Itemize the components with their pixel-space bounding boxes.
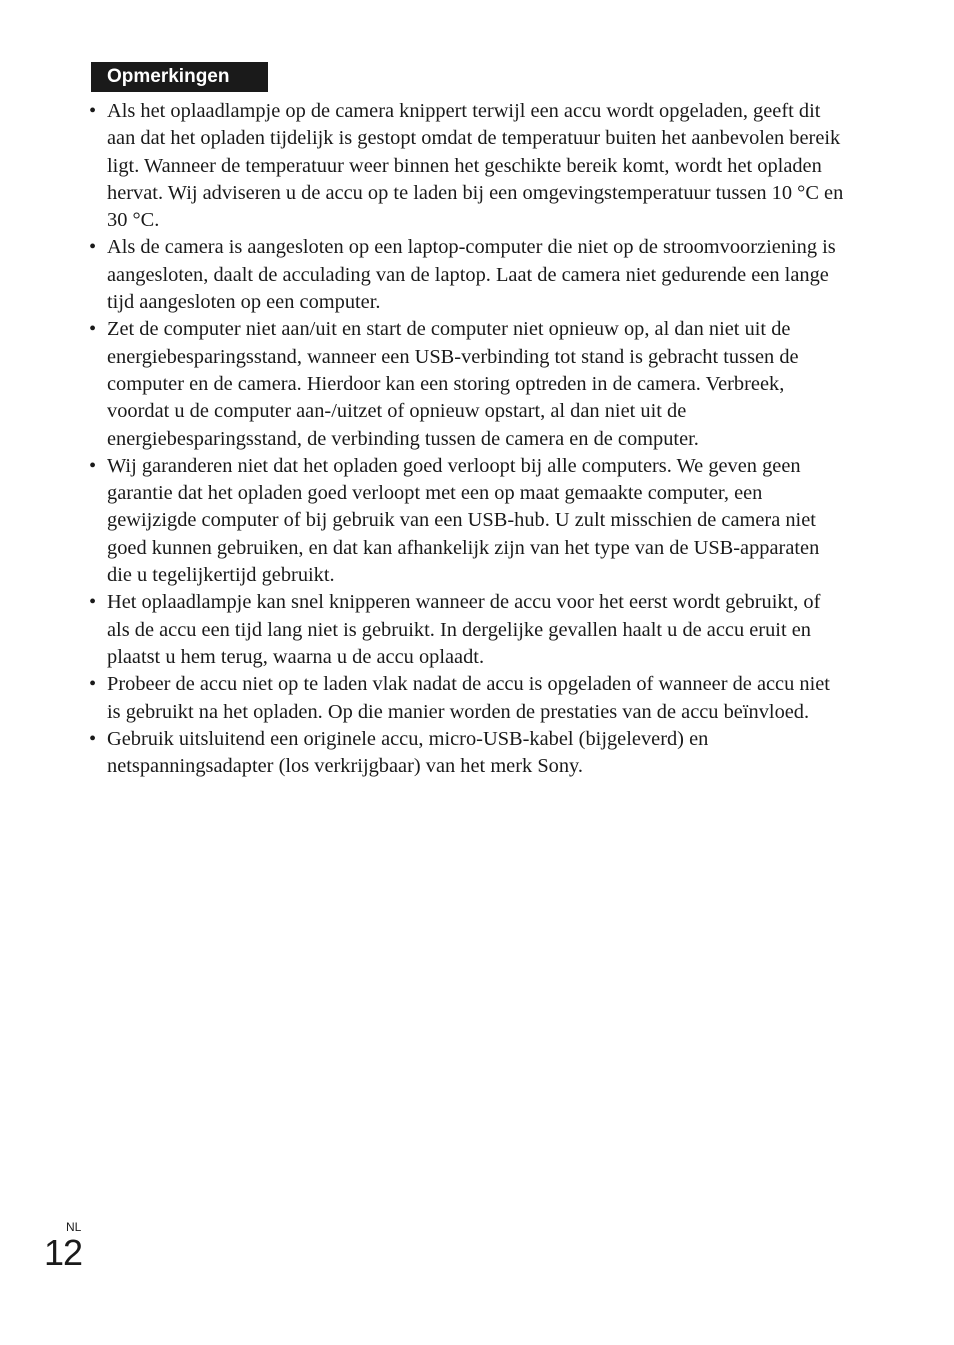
list-item-text: Gebruik uitsluitend een originele accu, micro-USB-kabel (bijgeleverd) en netspanningsadapter (los verkrijgbaar) van het merk Sony. bbox=[107, 727, 709, 778]
list-item bbox=[87, 671, 847, 726]
list-item-text: Probeer de accu niet op te laden vlak nadat de accu is opgeladen of wanneer de accu niet is gebruikt na het opladen. Op die manier worden de prestaties van de accu beïnvloed. bbox=[107, 673, 830, 723]
bullet: • bbox=[89, 318, 97, 341]
page-number: 12 bbox=[44, 1232, 83, 1273]
list-item bbox=[87, 98, 847, 234]
language-code: NL bbox=[66, 1220, 82, 1234]
bullet: • bbox=[89, 591, 97, 614]
list-item bbox=[87, 726, 847, 781]
list-item bbox=[87, 589, 847, 671]
list-item bbox=[87, 234, 847, 316]
bullet: • bbox=[89, 673, 97, 696]
notes-list bbox=[87, 98, 847, 780]
bullet: • bbox=[89, 727, 97, 750]
list-item-text: Als de camera is aangesloten op een laptop-computer die niet op de stroomvoorziening is aangesloten, daalt de acculading van de laptop. Laat de camera niet gedurende een lange tijd aangesloten op een computer. bbox=[107, 236, 836, 314]
section-heading: Opmerkingen bbox=[91, 62, 268, 92]
bullet: • bbox=[89, 236, 97, 259]
list-item bbox=[87, 453, 847, 589]
list-item-text: Wij garanderen niet dat het opladen goed verloopt bij alle computers. We geven geen garantie dat het opladen goed verloopt met een op maat gemaakte computer, een gewijzigde computer of bij gebruik van een USB-hub. U zult misschien de camera niet goed kunnen gebruiken, en dat kan afhankelijk zijn van het type van de USB-apparaten die u tegelijkertijd gebruikt. bbox=[107, 454, 820, 587]
bullet: • bbox=[89, 100, 97, 122]
list-item-text: Als het oplaadlampje op de camera knippert terwijl een accu wordt opgeladen, geeft dit aan dat het opladen tijdelijk is gestopt omdat de temperatuur buiten het aanbevolen bereik ligt. Wanneer de temperatuur weer binnen het geschikte bereik komt, wordt het opladen hervat. Wij adviseren u de accu op te laden bij een omgevingstemperatuur tussen 10 °C en 30 °C. bbox=[107, 100, 844, 232]
list-item bbox=[87, 316, 847, 452]
bullet: • bbox=[89, 454, 97, 477]
list-item-text: Zet de computer niet aan/uit en start de computer niet opnieuw op, al dan niet uit de energiebesparingsstand, wanneer een USB-verbinding tot stand is gebracht tussen de computer en de camera. Hierdoor kan een storing optreden in de camera. Verbreek, voordat u de computer aan-/uitzet of opnieuw opstart, al dan niet uit de energiebesparingsstand, de verbinding tussen de camera en de computer. bbox=[107, 318, 799, 450]
list-item-text: Het oplaadlampje kan snel knipperen wanneer de accu voor het eerst wordt gebruikt, of als de accu een tijd lang niet is gebruikt. In dergelijke gevallen haalt u de accu eruit en plaatst u hem terug, waarna u de accu oplaadt. bbox=[107, 591, 821, 668]
